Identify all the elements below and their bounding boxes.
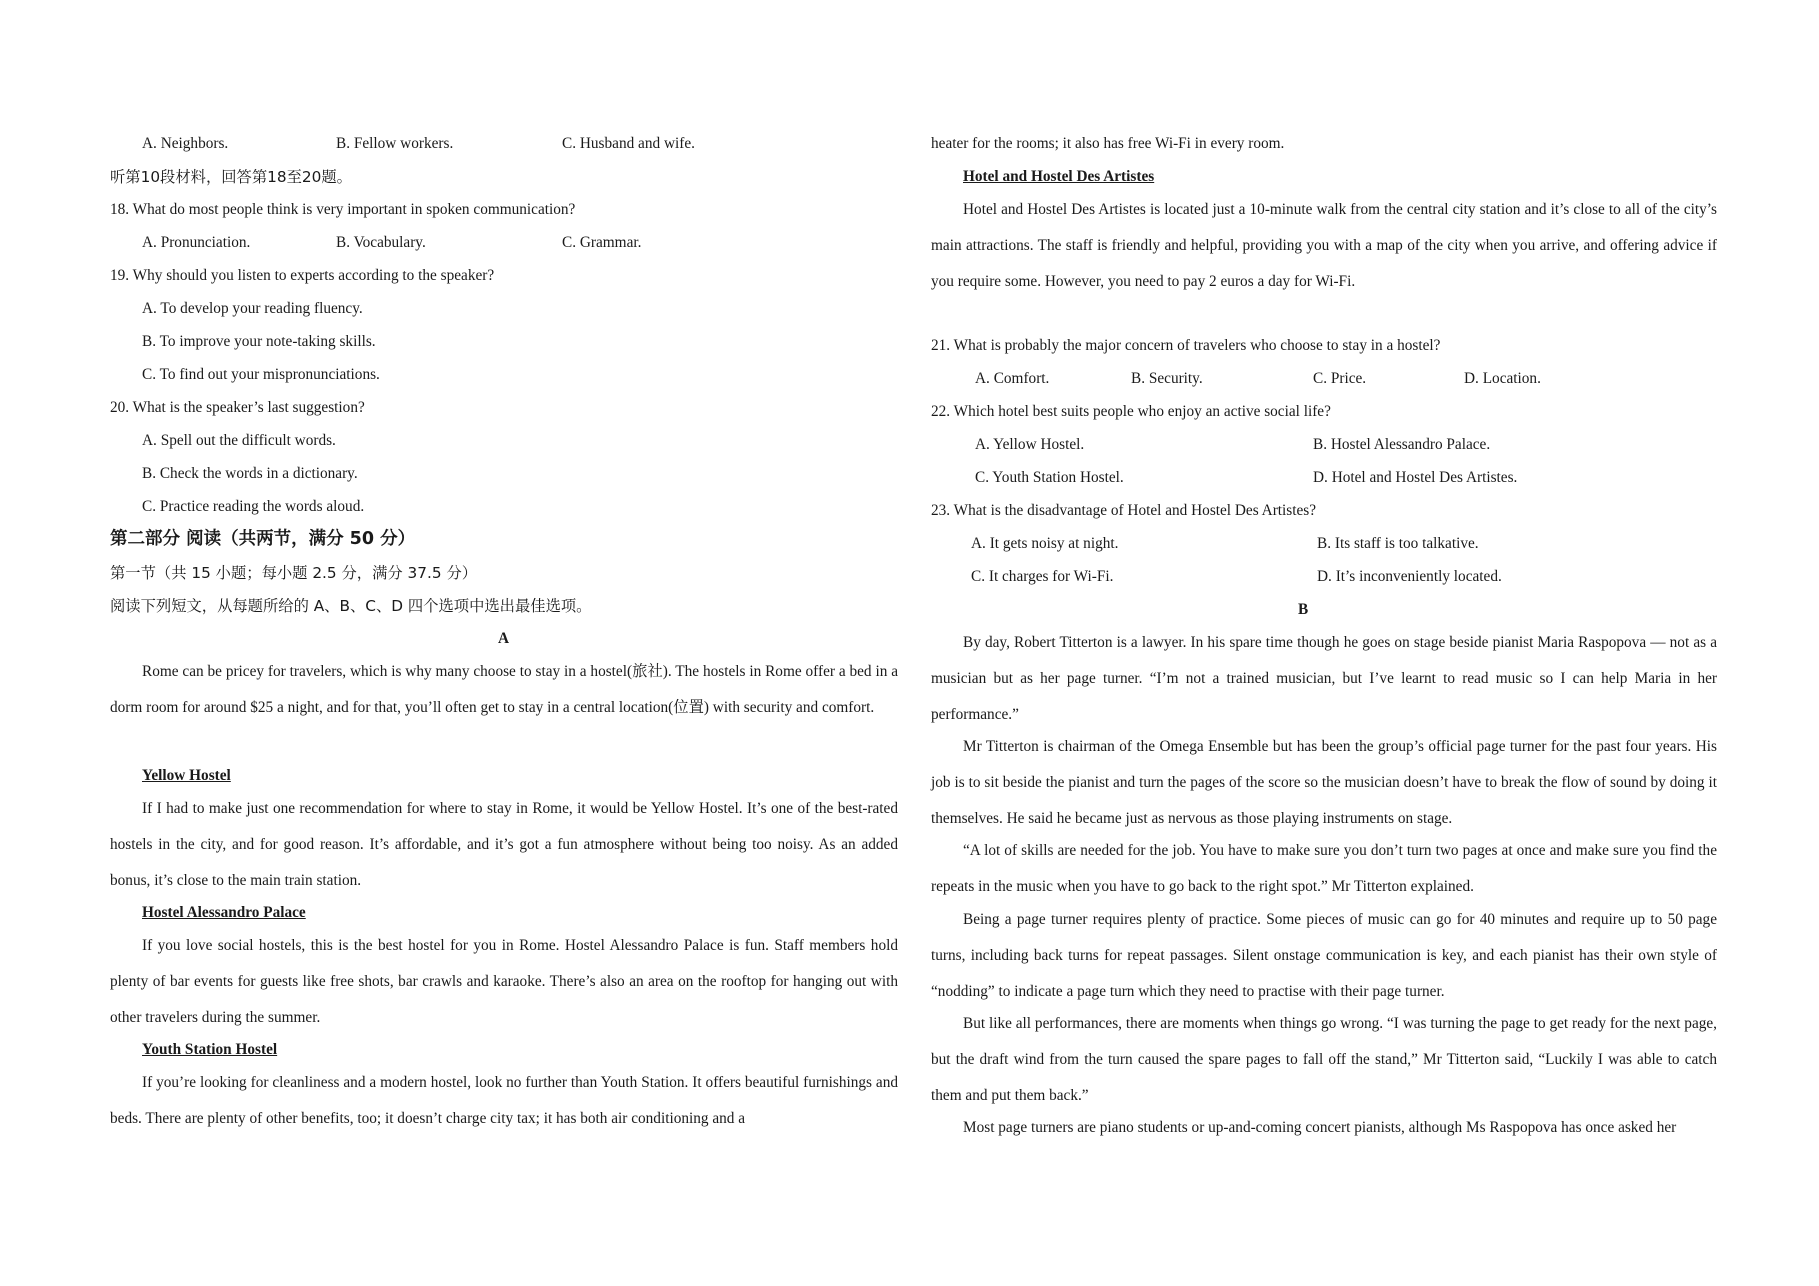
q23-option-b: B. Its staff is too talkative. bbox=[1317, 535, 1479, 552]
q21-option-c: C. Price. bbox=[1313, 370, 1367, 387]
passage-b-paragraph: Being a page turner requires plenty of practice. Some pieces of music can go for 40 minutes and require up to 50 page turns, including back turns for repeat passages. Silent onstage communication is key, and each pianist has their own style of “nodding” to indicate a page turn which they need to practise with their page turner. bbox=[931, 911, 1717, 1000]
q19-question: 19. Why should you listen to experts according to the speaker? bbox=[110, 267, 495, 284]
q19-option-a: A. To develop your reading fluency. bbox=[142, 300, 363, 317]
passage-a-intro: Rome can be pricey for travelers, which is why many choose to stay in a hostel(旅社). The hostels in Rome offer a bed in a dorm room for around $25 a night, and for that, you’ll often get to stay in a central location(位置) with security and comfort. bbox=[110, 663, 898, 716]
q21-question: 21. What is probably the major concern of travelers who choose to stay in a hostel? bbox=[931, 337, 1441, 354]
section1-title: 第一节（共 15 小题；每小题 2.5 分，满分 37.5 分） bbox=[110, 564, 478, 582]
q21-option-d: D. Location. bbox=[1464, 370, 1541, 387]
q18-option-b: B. Vocabulary. bbox=[336, 234, 426, 251]
youth-station-heading: Youth Station Hostel bbox=[142, 1041, 278, 1058]
q18-question: 18. What do most people think is very important in spoken communication? bbox=[110, 201, 576, 218]
q19-option-c: C. To find out your mispronunciations. bbox=[142, 366, 380, 383]
youth-station-text: If you’re looking for cleanliness and a modern hostel, look no further than Youth Station. It offers beautiful furnishings and beds. There are plenty of other benefits, too; it doesn’t charge city tax; it has both air conditioning and a bbox=[110, 1074, 898, 1127]
des-artistes-text: Hotel and Hostel Des Artistes is located just a 10-minute walk from the central city station and it’s close to all of the city’s main attractions. The staff is friendly and helpful, providing you with a map of the city when you arrive, and offering advice if you require some. However, you need to pay 2 euros a day for Wi-Fi. bbox=[931, 201, 1717, 290]
passage-a-label: A bbox=[498, 630, 510, 647]
passage-b-paragraph: By day, Robert Titterton is a lawyer. In his spare time though he goes on stage beside pianist Maria Raspopova — not as a musician but as her page turner. “I’m not a trained musician, but I’ve learnt to read music so I can help Maria in her performance.” bbox=[931, 634, 1717, 723]
q22-option-c: C. Youth Station Hostel. bbox=[975, 469, 1124, 486]
passage-b-label: B bbox=[1298, 601, 1309, 618]
section10-instruction: 听第10段材料，回答第18至20题。 bbox=[110, 168, 352, 186]
alessandro-text: If you love social hostels, this is the best hostel for you in Rome. Hostel Alessandro Palace is fun. Staff members hold plenty of bar events for guests like free shots, bar crawls and karaoke. There’s also an area on the rooftop for hanging out with other travelers during the summer. bbox=[110, 937, 898, 1026]
q17-option-b: B. Fellow workers. bbox=[336, 135, 454, 152]
alessandro-heading: Hostel Alessandro Palace bbox=[142, 904, 306, 921]
q17-option-a: A. Neighbors. bbox=[142, 135, 229, 152]
q20-option-b: B. Check the words in a dictionary. bbox=[142, 465, 358, 482]
q21-option-a: A. Comfort. bbox=[975, 370, 1050, 387]
passage-b-paragraph: But like all performances, there are moments when things go wrong. “I was turning the page to get ready for the next page, but the draft wind from the turn caused the spare pages to fall off the stand,” Mr Titterton said, “Luckily I was able to catch them and put them back.” bbox=[931, 1015, 1717, 1104]
q17-option-c: C. Husband and wife. bbox=[562, 135, 695, 152]
q23-option-d: D. It’s inconveniently located. bbox=[1317, 568, 1502, 585]
q20-option-c: C. Practice reading the words aloud. bbox=[142, 498, 365, 515]
q23-option-a: A. It gets noisy at night. bbox=[971, 535, 1119, 552]
passage-b-paragraph: “A lot of skills are needed for the job. You have to make sure you don’t turn two pages at once and make sure you find the repeats in the music when you have to go back to the right spot.” Mr Titterton explained. bbox=[931, 842, 1717, 895]
q23-question: 23. What is the disadvantage of Hotel and Hostel Des Artistes? bbox=[931, 502, 1317, 519]
q21-option-b: B. Security. bbox=[1131, 370, 1203, 387]
q18-option-a: A. Pronunciation. bbox=[142, 234, 251, 251]
youth-station-continued: heater for the rooms; it also has free Wi-Fi in every room. bbox=[931, 135, 1285, 152]
reading-instruction: 阅读下列短文，从每题所给的 A、B、C、D 四个选项中选出最佳选项。 bbox=[110, 597, 592, 615]
q23-option-c: C. It charges for Wi-Fi. bbox=[971, 568, 1114, 585]
des-artistes-heading: Hotel and Hostel Des Artistes bbox=[963, 168, 1155, 185]
part2-title: 第二部分 阅读（共两节，满分 50 分） bbox=[110, 529, 416, 549]
q19-option-b: B. To improve your note-taking skills. bbox=[142, 333, 376, 350]
q20-question: 20. What is the speaker’s last suggestion? bbox=[110, 399, 365, 416]
passage-b-paragraph: Most page turners are piano students or up-and-coming concert pianists, although Ms Raspopova has once asked her bbox=[963, 1119, 1677, 1136]
q22-option-b: B. Hostel Alessandro Palace. bbox=[1313, 436, 1491, 453]
yellow-hostel-heading: Yellow Hostel bbox=[142, 767, 231, 784]
q22-question: 22. Which hotel best suits people who enjoy an active social life? bbox=[931, 403, 1331, 420]
yellow-hostel-text: If I had to make just one recommendation for where to stay in Rome, it would be Yellow Hostel. It’s one of the best-rated hostels in the city, and for good reason. It’s affordable, and it’s got a fun atmosphere without being too noisy. As an added bonus, it’s close to the main train station. bbox=[110, 800, 898, 889]
q22-option-d: D. Hotel and Hostel Des Artistes. bbox=[1313, 469, 1518, 486]
q22-option-a: A. Yellow Hostel. bbox=[975, 436, 1085, 453]
passage-b-paragraph: Mr Titterton is chairman of the Omega Ensemble but has been the group’s official page turner for the past four years. His job is to sit beside the pianist and turn the pages of the score so the musician doesn’t have to break the flow of sound by doing it themselves. He said he became just as nervous as those playing instruments on stage. bbox=[931, 738, 1717, 827]
q18-option-c: C. Grammar. bbox=[562, 234, 642, 251]
q20-option-a: A. Spell out the difficult words. bbox=[142, 432, 336, 449]
